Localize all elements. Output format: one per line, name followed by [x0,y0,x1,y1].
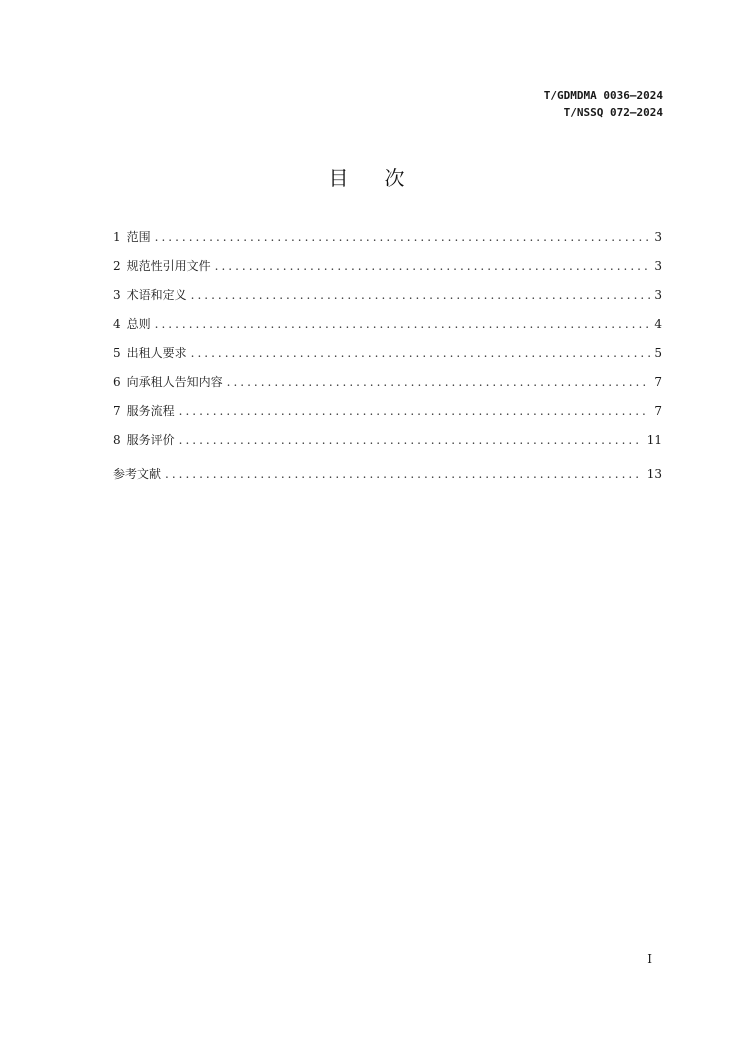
toc-title: 目次 [328,166,441,190]
toc-entry-title: 术语和定义 [126,288,187,302]
toc-entry-label [113,431,175,448]
toc-entry-lessee-notice[interactable] [113,373,662,402]
toc-entry-page: 3 [654,259,662,273]
toc-entry-label [113,465,161,482]
toc-entry-page: 3 [654,288,662,302]
toc-entry-number: 1 [113,230,121,244]
page-number: I [647,952,652,966]
toc-entry-label [113,344,187,361]
toc-entry-scope[interactable] [113,228,662,257]
toc-leader-dots [227,375,651,389]
table-of-contents [113,228,662,494]
toc-entry-general[interactable] [113,315,662,344]
toc-entry-page: 3 [654,230,662,244]
standard-code-primary: T/GDMDMA 0036—2024 [543,89,663,102]
standard-code-header [544,87,663,121]
toc-entry-label [113,228,151,245]
toc-entry-bibliography[interactable] [113,465,662,494]
toc-entry-label [113,315,151,332]
toc-entry-normative-references[interactable] [113,257,662,286]
toc-entry-label [113,373,223,390]
toc-leader-dots [179,404,651,418]
toc-entry-number: 4 [113,317,121,331]
toc-entry-title: 服务评价 [126,433,175,447]
toc-entry-number: 5 [113,346,121,360]
toc-entry-title: 参考文献 [113,467,162,481]
toc-leader-dots [191,288,651,302]
toc-entry-service-evaluation[interactable] [113,431,662,460]
toc-entry-page: 5 [654,346,662,360]
toc-leader-dots [179,433,643,447]
toc-entry-number: 8 [113,433,121,447]
toc-entry-service-process[interactable] [113,402,662,431]
toc-leader-dots [155,317,651,331]
toc-entry-number: 6 [113,375,121,389]
toc-entry-lessor-requirements[interactable] [113,344,662,373]
toc-entry-label [113,402,175,419]
toc-entry-label [113,257,211,274]
toc-entry-number: 2 [113,259,121,273]
toc-entry-title: 向承租人告知内容 [126,375,223,389]
toc-entry-page: 4 [654,317,662,331]
toc-entry-title: 出租人要求 [126,346,187,360]
toc-leader-dots [191,346,651,360]
toc-entry-title: 规范性引用文件 [126,259,211,273]
toc-entry-page: 11 [646,433,662,447]
toc-entry-terms-definitions[interactable] [113,286,662,315]
toc-leader-dots [155,230,651,244]
toc-entry-number: 3 [113,288,121,302]
toc-entry-page: 7 [654,404,662,418]
toc-entry-title: 范围 [126,230,151,244]
toc-entry-title: 总则 [126,317,151,331]
toc-entry-page: 13 [646,467,662,481]
toc-leader-dots [215,259,651,273]
toc-entry-title: 服务流程 [126,404,175,418]
standard-code-secondary: T/NSSQ 072—2024 [563,106,663,119]
toc-leader-dots [165,467,643,481]
toc-entry-label [113,286,187,303]
toc-entry-page: 7 [654,375,662,389]
toc-entry-number: 7 [113,404,121,418]
